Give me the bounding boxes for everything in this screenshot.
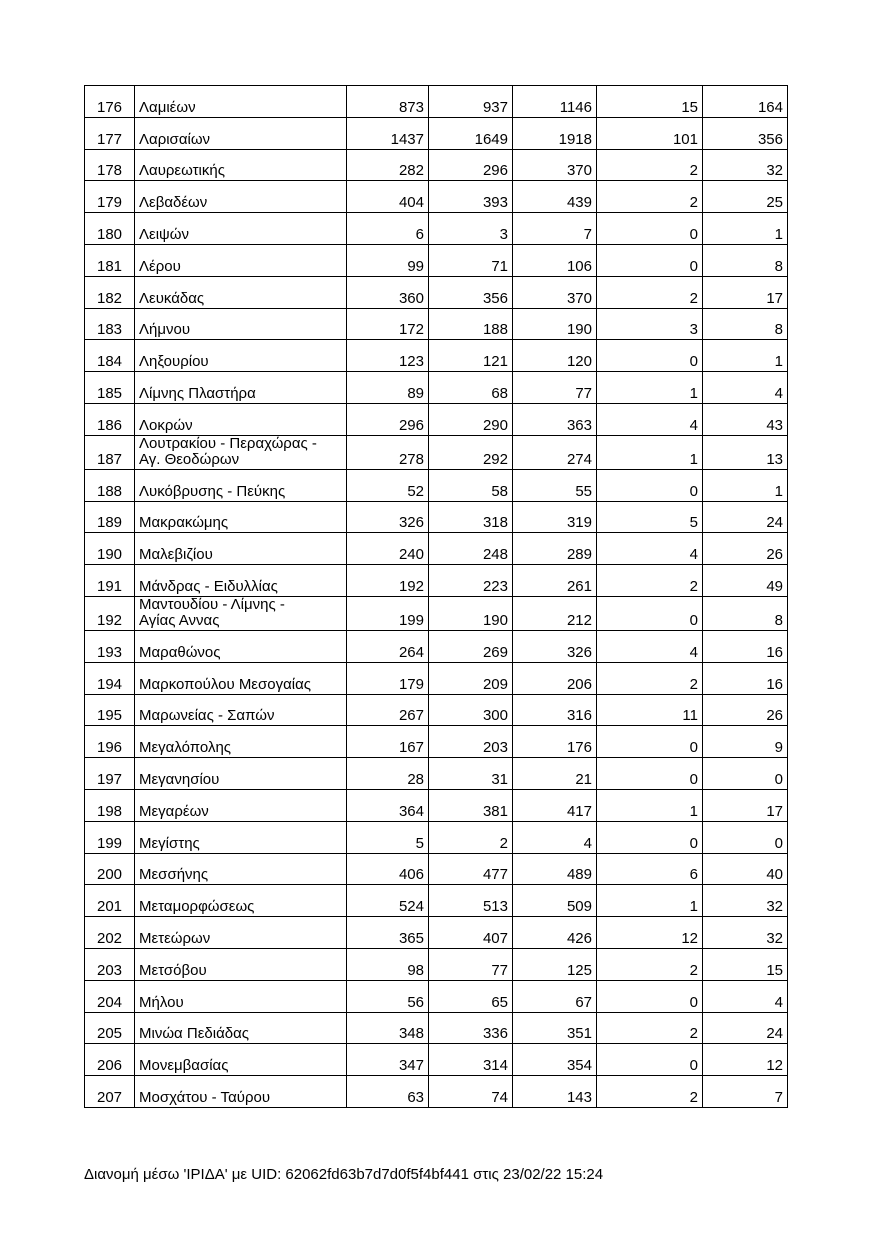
- value-cell-3: 439: [513, 181, 597, 213]
- table-row: [85, 86, 788, 118]
- value-cell-3: 316: [513, 694, 597, 726]
- value-cell-5: 16: [703, 662, 788, 694]
- row-number-cell: 176: [85, 86, 135, 118]
- value-cell-5: 0: [703, 821, 788, 853]
- table-row: [85, 501, 788, 533]
- value-cell-5: 13: [703, 435, 788, 469]
- value-cell-1: 282: [347, 149, 429, 181]
- municipality-name-cell: [135, 149, 347, 181]
- value-cell-3: 289: [513, 533, 597, 565]
- municipality-name-line: Λυκόβρυσης - Πεύκης: [139, 482, 286, 500]
- municipality-name-line: Λαρισαίων: [139, 130, 211, 148]
- value-cell-4: 2: [597, 1012, 703, 1044]
- municipality-name-line: Μήλου: [139, 993, 184, 1011]
- municipality-name-line: Αγ. Θεοδώρων: [139, 450, 240, 468]
- table-row: [85, 276, 788, 308]
- value-cell-4: 0: [597, 596, 703, 630]
- municipality-name-line: Μεγαρέων: [139, 802, 209, 820]
- table-row: [85, 917, 788, 949]
- value-cell-4: 0: [597, 980, 703, 1012]
- value-cell-2: 336: [429, 1012, 513, 1044]
- value-cell-3: 489: [513, 853, 597, 885]
- value-cell-1: 52: [347, 469, 429, 501]
- value-cell-5: 15: [703, 948, 788, 980]
- value-cell-2: 209: [429, 662, 513, 694]
- value-cell-4: 2: [597, 181, 703, 213]
- value-cell-5: 0: [703, 758, 788, 790]
- municipality-name-line: Μαντουδίου - Λίμνης -: [139, 596, 285, 613]
- value-cell-1: 56: [347, 980, 429, 1012]
- value-cell-1: 264: [347, 630, 429, 662]
- value-cell-3: 120: [513, 340, 597, 372]
- value-cell-3: 261: [513, 565, 597, 597]
- table-row: [85, 694, 788, 726]
- value-cell-5: 4: [703, 980, 788, 1012]
- row-number-cell: 194: [85, 662, 135, 694]
- value-cell-2: 1649: [429, 117, 513, 149]
- value-cell-1: 524: [347, 885, 429, 917]
- row-number-cell: 207: [85, 1076, 135, 1108]
- row-number-cell: 191: [85, 565, 135, 597]
- value-cell-5: 26: [703, 533, 788, 565]
- row-number-cell: 189: [85, 501, 135, 533]
- table-body: [85, 86, 788, 1108]
- value-cell-3: 1918: [513, 117, 597, 149]
- table-row: [85, 821, 788, 853]
- municipality-name-cell: [135, 340, 347, 372]
- municipality-name-cell: [135, 917, 347, 949]
- table-row: [85, 789, 788, 821]
- value-cell-3: 426: [513, 917, 597, 949]
- value-cell-1: 167: [347, 726, 429, 758]
- value-cell-3: 417: [513, 789, 597, 821]
- municipality-name-line: Λαμιέων: [139, 98, 196, 116]
- municipality-name-line: Μεγαλόπολης: [139, 739, 232, 757]
- municipality-name-line: Μακρακώμης: [139, 514, 229, 532]
- value-cell-3: 370: [513, 149, 597, 181]
- table-row: [85, 469, 788, 501]
- value-cell-4: 0: [597, 244, 703, 276]
- municipality-name-cell: [135, 213, 347, 245]
- municipality-name-line: Λειψών: [139, 225, 189, 243]
- table-row: [85, 885, 788, 917]
- row-number-cell: 196: [85, 726, 135, 758]
- municipality-name-line: Μεγανησίου: [139, 770, 220, 788]
- table-row: [85, 853, 788, 885]
- value-cell-4: 15: [597, 86, 703, 118]
- value-cell-5: 12: [703, 1044, 788, 1076]
- municipality-name-cell: [135, 435, 347, 469]
- value-cell-5: 8: [703, 596, 788, 630]
- row-number-cell: 203: [85, 948, 135, 980]
- value-cell-5: 17: [703, 789, 788, 821]
- row-number-cell: 201: [85, 885, 135, 917]
- value-cell-1: 348: [347, 1012, 429, 1044]
- table-row: [85, 596, 788, 630]
- value-cell-3: 143: [513, 1076, 597, 1108]
- municipality-name-cell: [135, 276, 347, 308]
- municipality-name-cell: [135, 533, 347, 565]
- municipality-name-cell: [135, 501, 347, 533]
- value-cell-5: 32: [703, 149, 788, 181]
- value-cell-3: 77: [513, 372, 597, 404]
- row-number-cell: 188: [85, 469, 135, 501]
- value-cell-2: 318: [429, 501, 513, 533]
- value-cell-2: 296: [429, 149, 513, 181]
- value-cell-5: 1: [703, 469, 788, 501]
- municipality-name-line: Μετσόβου: [139, 961, 207, 979]
- value-cell-2: 300: [429, 694, 513, 726]
- value-cell-5: 43: [703, 403, 788, 435]
- value-cell-4: 2: [597, 149, 703, 181]
- table-row: [85, 1076, 788, 1108]
- municipality-name-line: Μαρκοπούλου Μεσογαίας: [139, 675, 312, 693]
- value-cell-2: 937: [429, 86, 513, 118]
- value-cell-5: 9: [703, 726, 788, 758]
- value-cell-4: 0: [597, 726, 703, 758]
- value-cell-3: 206: [513, 662, 597, 694]
- value-cell-1: 278: [347, 435, 429, 469]
- value-cell-3: 351: [513, 1012, 597, 1044]
- value-cell-3: 55: [513, 469, 597, 501]
- value-cell-4: 6: [597, 853, 703, 885]
- value-cell-3: 212: [513, 596, 597, 630]
- value-cell-2: 513: [429, 885, 513, 917]
- value-cell-2: 407: [429, 917, 513, 949]
- municipality-name-cell: [135, 244, 347, 276]
- table-row: [85, 662, 788, 694]
- value-cell-3: 319: [513, 501, 597, 533]
- municipality-name-line: Μαρωνείας - Σαπών: [139, 707, 275, 725]
- value-cell-1: 199: [347, 596, 429, 630]
- value-cell-3: 21: [513, 758, 597, 790]
- municipality-name-cell: [135, 789, 347, 821]
- municipality-name-line: Αγίας Αννας: [139, 611, 220, 629]
- value-cell-2: 2: [429, 821, 513, 853]
- value-cell-2: 31: [429, 758, 513, 790]
- value-cell-5: 7: [703, 1076, 788, 1108]
- row-number-cell: 204: [85, 980, 135, 1012]
- value-cell-1: 873: [347, 86, 429, 118]
- value-cell-1: 240: [347, 533, 429, 565]
- value-cell-4: 101: [597, 117, 703, 149]
- value-cell-5: 32: [703, 885, 788, 917]
- municipality-name-line: Μεσσήνης: [139, 866, 209, 884]
- value-cell-4: 3: [597, 308, 703, 340]
- municipality-name-cell: [135, 662, 347, 694]
- value-cell-5: 32: [703, 917, 788, 949]
- municipality-name-line: Μινώα Πεδιάδας: [139, 1025, 250, 1043]
- value-cell-1: 364: [347, 789, 429, 821]
- value-cell-5: 17: [703, 276, 788, 308]
- row-number-cell: 184: [85, 340, 135, 372]
- value-cell-3: 176: [513, 726, 597, 758]
- municipality-name-line: Μετεώρων: [139, 929, 211, 947]
- value-cell-3: 4: [513, 821, 597, 853]
- value-cell-4: 1: [597, 435, 703, 469]
- municipality-name-line: Μονεμβασίας: [139, 1057, 229, 1075]
- municipality-name-line: Λουτρακίου - Περαχώρας -: [139, 435, 317, 452]
- value-cell-1: 1437: [347, 117, 429, 149]
- value-cell-2: 314: [429, 1044, 513, 1076]
- value-cell-2: 77: [429, 948, 513, 980]
- value-cell-1: 6: [347, 213, 429, 245]
- municipality-name-cell: [135, 758, 347, 790]
- value-cell-5: 4: [703, 372, 788, 404]
- value-cell-4: 1: [597, 885, 703, 917]
- row-number-cell: 205: [85, 1012, 135, 1044]
- municipality-name-cell: [135, 181, 347, 213]
- value-cell-2: 248: [429, 533, 513, 565]
- value-cell-2: 58: [429, 469, 513, 501]
- value-cell-3: 67: [513, 980, 597, 1012]
- municipality-name-cell: [135, 596, 347, 630]
- value-cell-2: 71: [429, 244, 513, 276]
- value-cell-5: 8: [703, 244, 788, 276]
- value-cell-5: 40: [703, 853, 788, 885]
- value-cell-4: 2: [597, 1076, 703, 1108]
- value-cell-2: 356: [429, 276, 513, 308]
- municipality-name-line: Μαλεβιζίου: [139, 546, 213, 564]
- municipality-name-line: Λήμνου: [139, 321, 191, 339]
- value-cell-2: 223: [429, 565, 513, 597]
- municipality-name-cell: [135, 630, 347, 662]
- value-cell-1: 179: [347, 662, 429, 694]
- table-row: [85, 1012, 788, 1044]
- municipality-name-cell: [135, 372, 347, 404]
- value-cell-1: 406: [347, 853, 429, 885]
- value-cell-1: 28: [347, 758, 429, 790]
- table-row: [85, 117, 788, 149]
- value-cell-1: 123: [347, 340, 429, 372]
- value-cell-1: 99: [347, 244, 429, 276]
- municipality-name-line: Λίμνης Πλαστήρα: [139, 384, 256, 402]
- value-cell-5: 16: [703, 630, 788, 662]
- table-row: [85, 403, 788, 435]
- value-cell-3: 1146: [513, 86, 597, 118]
- municipality-name-line: Λεβαδέων: [139, 194, 208, 212]
- value-cell-5: 1: [703, 340, 788, 372]
- value-cell-3: 125: [513, 948, 597, 980]
- municipality-name-cell: [135, 308, 347, 340]
- municipality-name-line: Μοσχάτου - Ταύρου: [139, 1088, 271, 1106]
- municipality-name-cell: [135, 1044, 347, 1076]
- value-cell-4: 0: [597, 213, 703, 245]
- value-cell-4: 0: [597, 821, 703, 853]
- municipality-name-line: Λοκρών: [139, 416, 193, 434]
- municipality-name-cell: [135, 469, 347, 501]
- municipality-name-line: Λέρου: [139, 257, 181, 275]
- value-cell-4: 1: [597, 789, 703, 821]
- value-cell-4: 2: [597, 662, 703, 694]
- municipality-name-cell: [135, 726, 347, 758]
- municipality-name-line: Μάνδρας - Ειδυλλίας: [139, 577, 278, 595]
- municipality-name-cell: [135, 403, 347, 435]
- value-cell-2: 74: [429, 1076, 513, 1108]
- value-cell-4: 4: [597, 630, 703, 662]
- value-cell-5: 24: [703, 501, 788, 533]
- value-cell-4: 0: [597, 758, 703, 790]
- row-number-cell: 195: [85, 694, 135, 726]
- value-cell-5: 164: [703, 86, 788, 118]
- value-cell-5: 356: [703, 117, 788, 149]
- distribution-footer: Διανομή μέσω 'ΙΡΙΔΑ' με UID: 62062fd63b7d7d0f5f4bf441 στις 23/02/22 15:24: [84, 1166, 604, 1183]
- value-cell-4: 1: [597, 372, 703, 404]
- value-cell-5: 1: [703, 213, 788, 245]
- value-cell-1: 404: [347, 181, 429, 213]
- table-row: [85, 1044, 788, 1076]
- value-cell-1: 326: [347, 501, 429, 533]
- value-cell-2: 393: [429, 181, 513, 213]
- value-cell-4: 2: [597, 565, 703, 597]
- value-cell-3: 326: [513, 630, 597, 662]
- value-cell-3: 363: [513, 403, 597, 435]
- row-number-cell: 186: [85, 403, 135, 435]
- value-cell-1: 347: [347, 1044, 429, 1076]
- table-row: [85, 630, 788, 662]
- value-cell-1: 5: [347, 821, 429, 853]
- value-cell-2: 68: [429, 372, 513, 404]
- value-cell-3: 509: [513, 885, 597, 917]
- municipality-name-line: Λαυρεωτικής: [139, 162, 225, 180]
- row-number-cell: 177: [85, 117, 135, 149]
- municipality-name-line: Μεταμορφώσεως: [139, 898, 255, 916]
- value-cell-2: 190: [429, 596, 513, 630]
- value-cell-4: 4: [597, 533, 703, 565]
- value-cell-2: 121: [429, 340, 513, 372]
- value-cell-3: 370: [513, 276, 597, 308]
- value-cell-1: 296: [347, 403, 429, 435]
- value-cell-4: 0: [597, 340, 703, 372]
- row-number-cell: 192: [85, 596, 135, 630]
- value-cell-3: 274: [513, 435, 597, 469]
- value-cell-3: 354: [513, 1044, 597, 1076]
- municipality-name-cell: [135, 565, 347, 597]
- table-row: [85, 758, 788, 790]
- value-cell-2: 381: [429, 789, 513, 821]
- value-cell-4: 0: [597, 1044, 703, 1076]
- table-row: [85, 340, 788, 372]
- value-cell-1: 172: [347, 308, 429, 340]
- municipality-name-line: Μαραθώνος: [139, 643, 221, 661]
- row-number-cell: 202: [85, 917, 135, 949]
- municipality-name-line: Ληξουρίου: [139, 353, 209, 371]
- municipality-name-cell: [135, 1012, 347, 1044]
- municipality-name-cell: [135, 853, 347, 885]
- municipality-table: [84, 85, 788, 1108]
- row-number-cell: 185: [85, 372, 135, 404]
- value-cell-1: 63: [347, 1076, 429, 1108]
- value-cell-1: 98: [347, 948, 429, 980]
- value-cell-2: 203: [429, 726, 513, 758]
- value-cell-1: 365: [347, 917, 429, 949]
- value-cell-3: 106: [513, 244, 597, 276]
- municipality-name-cell: [135, 86, 347, 118]
- municipality-name-line: Λευκάδας: [139, 289, 205, 307]
- value-cell-1: 360: [347, 276, 429, 308]
- municipality-name-cell: [135, 821, 347, 853]
- row-number-cell: 178: [85, 149, 135, 181]
- value-cell-4: 5: [597, 501, 703, 533]
- row-number-cell: 190: [85, 533, 135, 565]
- value-cell-1: 267: [347, 694, 429, 726]
- value-cell-1: 89: [347, 372, 429, 404]
- value-cell-2: 477: [429, 853, 513, 885]
- value-cell-5: 26: [703, 694, 788, 726]
- table-row: [85, 244, 788, 276]
- table-row: [85, 308, 788, 340]
- municipality-name-cell: [135, 1076, 347, 1108]
- value-cell-4: 2: [597, 276, 703, 308]
- row-number-cell: 182: [85, 276, 135, 308]
- row-number-cell: 183: [85, 308, 135, 340]
- value-cell-2: 65: [429, 980, 513, 1012]
- value-cell-1: 192: [347, 565, 429, 597]
- table-row: [85, 213, 788, 245]
- table-row: [85, 533, 788, 565]
- row-number-cell: 200: [85, 853, 135, 885]
- table-row: [85, 565, 788, 597]
- row-number-cell: 198: [85, 789, 135, 821]
- value-cell-4: 11: [597, 694, 703, 726]
- value-cell-5: 49: [703, 565, 788, 597]
- municipality-name-cell: [135, 117, 347, 149]
- value-cell-4: 4: [597, 403, 703, 435]
- table-row: [85, 726, 788, 758]
- row-number-cell: 197: [85, 758, 135, 790]
- row-number-cell: 181: [85, 244, 135, 276]
- value-cell-2: 269: [429, 630, 513, 662]
- municipality-name-line: Μεγίστης: [139, 834, 200, 852]
- table-row: [85, 435, 788, 469]
- table-row: [85, 181, 788, 213]
- value-cell-2: 292: [429, 435, 513, 469]
- table-row: [85, 980, 788, 1012]
- table-row: [85, 948, 788, 980]
- row-number-cell: 206: [85, 1044, 135, 1076]
- municipality-name-cell: [135, 885, 347, 917]
- value-cell-2: 290: [429, 403, 513, 435]
- row-number-cell: 187: [85, 435, 135, 469]
- value-cell-4: 0: [597, 469, 703, 501]
- row-number-cell: 179: [85, 181, 135, 213]
- value-cell-4: 12: [597, 917, 703, 949]
- table-row: [85, 149, 788, 181]
- value-cell-3: 190: [513, 308, 597, 340]
- value-cell-2: 188: [429, 308, 513, 340]
- table-row: [85, 372, 788, 404]
- row-number-cell: 180: [85, 213, 135, 245]
- municipality-name-cell: [135, 694, 347, 726]
- value-cell-2: 3: [429, 213, 513, 245]
- municipality-name-cell: [135, 980, 347, 1012]
- value-cell-4: 2: [597, 948, 703, 980]
- row-number-cell: 199: [85, 821, 135, 853]
- value-cell-5: 8: [703, 308, 788, 340]
- municipality-name-cell: [135, 948, 347, 980]
- value-cell-5: 24: [703, 1012, 788, 1044]
- row-number-cell: 193: [85, 630, 135, 662]
- value-cell-3: 7: [513, 213, 597, 245]
- value-cell-5: 25: [703, 181, 788, 213]
